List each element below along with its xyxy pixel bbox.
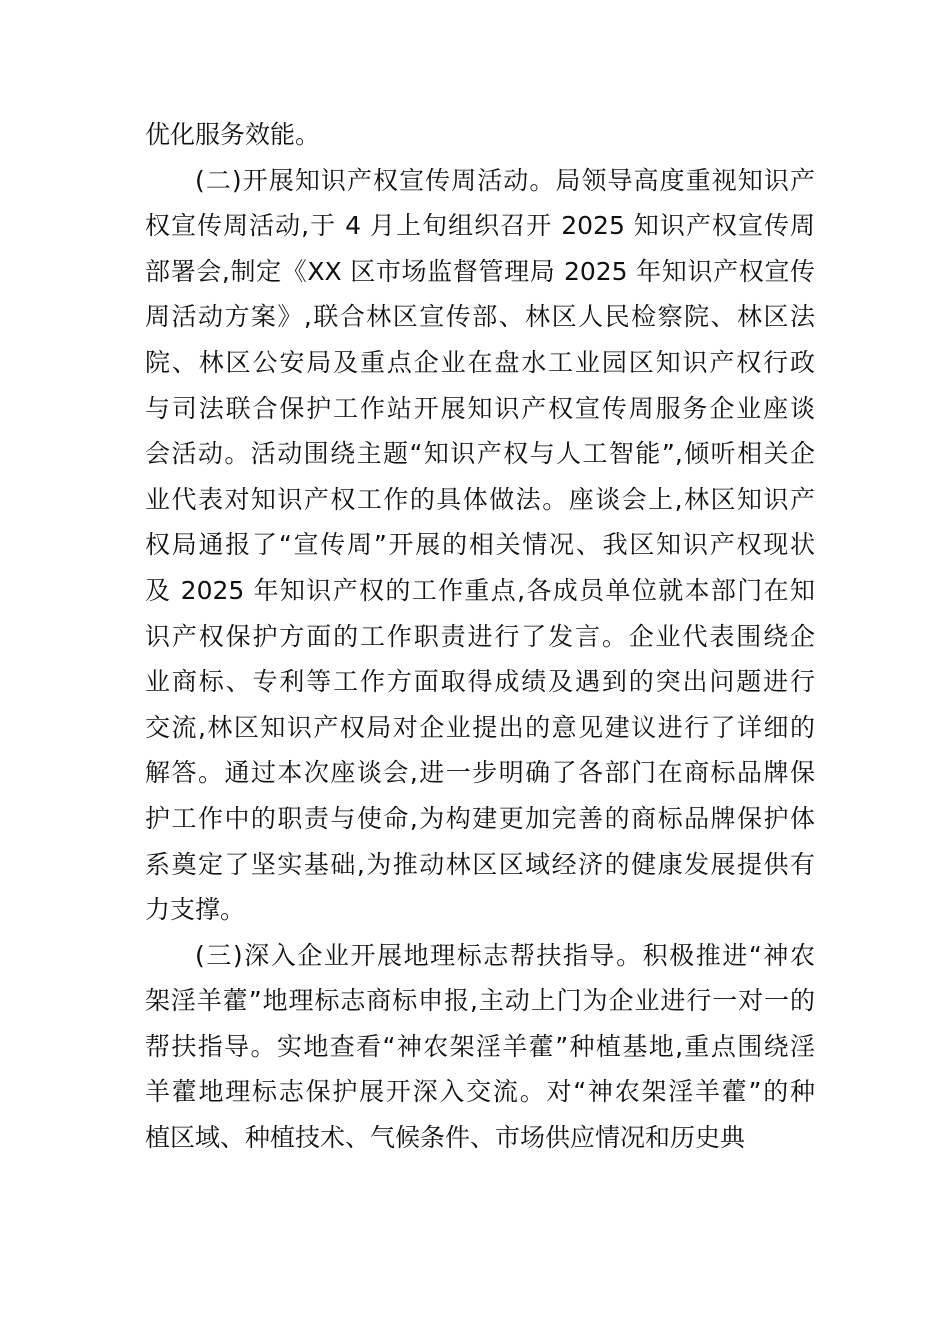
text-line: 权宣传周活动,于 4 月上旬组织召开 2025 知识产权宣传周 — [145, 211, 815, 241]
section-heading-line: (三)深入企业开展地理标志帮扶指导。积极推进“神农 — [195, 940, 815, 970]
text-line: 系奠定了坚实基础,为推动林区区域经济的健康发展提供有 — [145, 849, 815, 879]
text-line: 识产权保护方面的工作职责进行了发言。企业代表围绕企 — [145, 621, 815, 651]
body-text — [145, 112, 815, 1161]
text-line: 解答。通过本次座谈会,进一步明确了各部门在商标品牌保 — [145, 758, 815, 788]
text-line: 院、林区公安局及重点企业在盘水工业园区知识产权行政 — [145, 347, 815, 377]
text-line: 及 2025 年知识产权的工作重点,各成员单位就本部门在知 — [145, 575, 815, 605]
text-line: 架淫羊藿”地理标志商标申报,主动上门为企业进行一对一的 — [145, 986, 815, 1016]
text-line: 与司法联合保护工作站开展知识产权宣传周服务企业座谈 — [145, 393, 815, 423]
text-line: 权局通报了“宣传周”开展的相关情况、我区知识产权现状 — [145, 530, 815, 560]
text-line: 植区域、种植技术、气候条件、市场供应情况和历史典 — [145, 1123, 746, 1153]
text-line: 羊藿地理标志保护展开深入交流。对“神农架淫羊藿”的种 — [145, 1077, 815, 1107]
text-line: 周活动方案》,联合林区宣传部、林区人民检察院、林区法 — [145, 302, 815, 332]
text-line: 优化服务效能。 — [145, 120, 321, 149]
text-line: 会活动。活动围绕主题“知识产权与人工智能”,倾听相关企 — [145, 439, 815, 469]
text-line: 业商标、专利等工作方面取得成绩及遇到的突出问题进行 — [145, 667, 815, 697]
text-line: 护工作中的职责与使命,为构建更加完善的商标品牌保护体 — [145, 803, 815, 833]
text-line: 交流,林区知识产权局对企业提出的意见建议进行了详细的 — [145, 712, 815, 742]
text-line: 部署会,制定《XX 区市场监督管理局 2025 年知识产权宣传 — [145, 256, 815, 286]
text-line: 业代表对知识产权工作的具体做法。座谈会上,林区知识产 — [145, 484, 815, 514]
text-line: 帮扶指导。实地查看“神农架淫羊藿”种植基地,重点围绕淫 — [145, 1031, 815, 1061]
section-heading-line: (二)开展知识产权宣传周活动。局领导高度重视知识产 — [195, 165, 815, 195]
text-line: 力支撑。 — [145, 895, 246, 925]
